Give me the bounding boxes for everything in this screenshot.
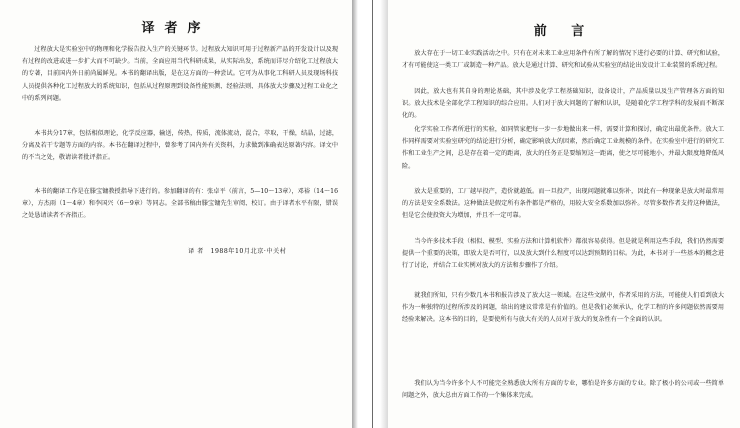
paragraph: 我们认为当今许多个人不可能完全熟悉放大所有方面的专业，哪怕是许多方面的专业。除了极小的公司或一些简单问题之外，放大总由方面工作的一个集体来完成。 [402, 380, 724, 400]
book-gutter [352, 0, 388, 428]
paragraph: 化学实验工作者所进行的实验，如同管家把每一步一步地做出来一样，需要计算和探讨，确定出最优条件。放大工作同样需要对实验室研究的结论进行分析，确定影响放大的因素，然后确定工业规模的条件。在实验室中进行的研究工作和工业生产之间，总是存在着一定的距离，放大的任务正是要缩短这一距离，使之尽可能地小，并最大限度地降低风险。 [402, 126, 724, 170]
paragraph: 本书的翻译工作是在滕宝镛教授指导下进行的。参加翻译的有：张卓平（前言，5—10～13章），邓裕（14～16章），方杰雨（1～4章）和李国兴（6～9章）等同志。全部书稿由滕宝镛先生审阅、校订。由于译者水平有限，错误之处恳请读者不吝指正。 [22, 188, 338, 220]
left-page [0, 0, 352, 428]
page-title: 前 言 [533, 24, 595, 39]
gutter-shadow [380, 0, 388, 428]
gutter-divider [372, 0, 373, 428]
paragraph: 因此，放大也有其自身的理论基础，其中涉及化学工程基础知识，设备设计，产品质量以及生产管理各方面的知识。放大技术是全部化学工程知识的综合应用。人们对于放大问题的了解和认识，是随着化学工程学科的发展而不断深化的。 [402, 88, 724, 120]
paragraph: 当今许多技术手段（相似、模型、实验方法和计算机软件）都很容易获得。但是就是利用这些手段，我们仍然需要提供一个重要的决策，即放大是否可行，以及放大到什么程度可以达到预期的目标。为此，本书对于一些基本的概念进行了讨论，并结合工业实例对放大的方法和步骤作了介绍。 [402, 238, 724, 270]
right-page [388, 0, 740, 428]
paragraph: 就我们所知，只有少数几本书和报告涉及了放大这一领域。在这些文献中，作者采用的方法，可能使人们看到放大作为一种独特的过程所涉及的问题，给出的建议常常是有价值的。但是我们必须承认，化学工程的许多问题依然需要用经验来解决。这本书的目的，是要使所有与放大有关的人员对于放大的复杂性有一个全面的认识。 [402, 292, 724, 324]
paragraph: 放大存在于一切工业实践活动之中。只有在对未来工业应用条件有所了解的情况下进行必要的计算、研究和试验，才有可能使这一类工厂或制造一种产品。放大是通过计算、研究和试验从实验室的结论出发设计工业装置的系统过程。 [402, 50, 724, 70]
paragraph: 本书共分17章，包括相似理论，化学反应器，输送，传热，传质，流体流动，混合，萃取，干燥，结晶，过滤，分离及若干专题等方面的内容。本书在翻译过程中，曾参考了国内外有关资料，力求做到准确表达原著内容。译文中的不当之处，敬请读者批评指正。 [22, 130, 338, 162]
paragraph: 过程放大是实验室中的物理和化学报告投入生产的关键环节。过程放大知识可用于过程新产品的开发设计以及现有过程的改进或进一步扩大而不可缺少。当前，全面应用当代科研成果，从实际出发，系统而详尽介绍化工过程放大的专著，目前国内外日前尚属鲜见。本书的翻译出版，是在这方面的一种尝试。它可为从事化工科研人员及现场科技人员提供各种化工过程放大的系统知识，包括从过程原理到设备性能预测、经验法则、具体放大步骤及过程工业化之中的系列问题。 [22, 46, 338, 102]
translator-signature: 译 者 1988年10月北京·中关村 [188, 248, 287, 255]
paragraph: 放大是重要的，工厂越早投产，造价就越低。而一旦投产，出现问题就难以弥补，因此有一种现象是放大时最常用的方法是安全系数法。这种做法是假定所有条件都是严格的，用较大安全系数加以弥补。尽管多数作者支持这种做法，但是它会使投资大为增加，并且不一定可靠。 [402, 188, 724, 220]
gutter-shadow [352, 0, 358, 428]
page-title: 译者序 [141, 21, 211, 36]
